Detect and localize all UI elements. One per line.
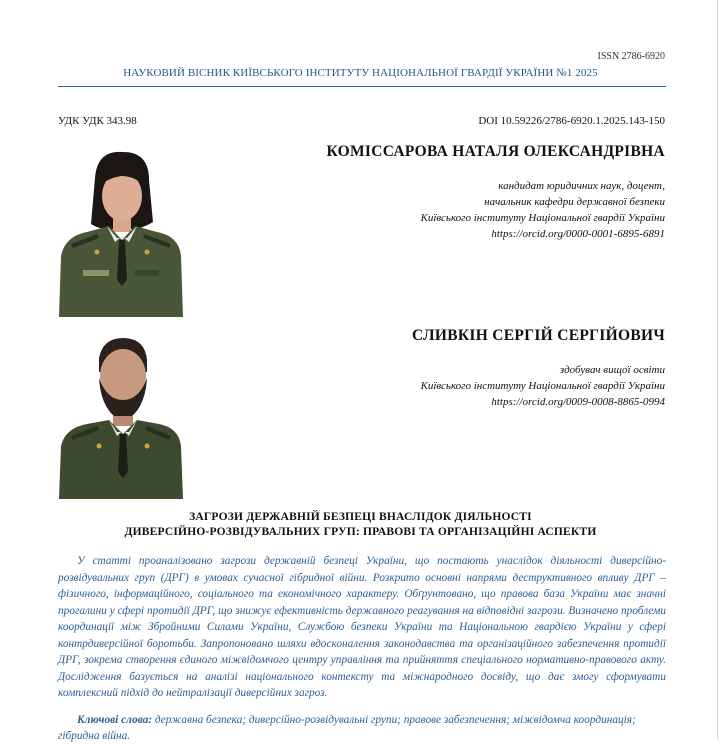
author-photo-1 bbox=[57, 140, 185, 317]
author-1-degree: кандидат юридичних наук, доцент, bbox=[498, 180, 665, 192]
doi: DOI 10.59226/2786-6920.1.2025.143-150 bbox=[478, 115, 665, 127]
article-title bbox=[0, 510, 721, 540]
author-2-orcid-link[interactable]: https://orcid.org/0009-0008-8865-0994 bbox=[491, 396, 665, 408]
author-2-status: здобувач вищої освіти bbox=[559, 364, 665, 376]
keywords-text: державна безпека; диверсійно-розвідувальні групи; правове забезпечення; міжвідомча координація; гібридна війна. bbox=[58, 714, 636, 742]
keywords bbox=[58, 712, 666, 744]
article-title-line-1: ЗАГРОЗИ ДЕРЖАВНІЙ БЕЗПЕЦІ ВНАСЛІДОК ДІЯЛЬНОСТІ bbox=[189, 511, 532, 523]
author-1-institution: Київського інституту Національної гвардії України bbox=[420, 212, 665, 224]
udk-code: УДК УДК 343.98 bbox=[58, 115, 137, 127]
page-edge bbox=[717, 0, 718, 740]
author-photo-2 bbox=[57, 328, 185, 499]
author-1-affiliation bbox=[421, 178, 665, 242]
article-title-line-2: ДИВЕРСІЙНО-РОЗВІДУВАЛЬНИХ ГРУП: ПРАВОВІ ТА ОРГАНІЗАЦІЙНІ АСПЕКТИ bbox=[124, 526, 597, 538]
author-2-institution: Київського інституту Національної гвардії України bbox=[420, 380, 665, 392]
abstract bbox=[58, 553, 666, 702]
author-1-name: КОМІССАРОВА НАТАЛЯ ОЛЕКСАНДРІВНА bbox=[326, 143, 665, 160]
abstract-text: У статті проаналізовано загрози державній безпеці України, що постають унаслідок діяльності диверсійно-розвідувальних груп (ДРГ) в умовах сучасної гібридної війни. Розкрито основні напрями деструктивного впливу ДРГ – фізичного, інформаційного, соціального та економічного характеру. Обґрунтовано, що правова база України має значні прогалини у сфері протидії ДРГ, що знижує ефективність державного реагування на відповідні загрози. Визначено проблеми координації між Збройними Силами України, Службою безпеки України та Національною гвардією України у сфері контрдиверсійної боротьби. Запропоновано шляхи вдосконалення законодавства та організаційного забезпечення протидії ДРГ, зокрема створення єдиного міжвідомчого центру управління та прийняття спеціального нормативно-правового акту. Дослідження базується на аналізі національного контексту та міжнародного досвіду, що дає змогу сформувати комплексний підхід до нейтралізації диверсійних загроз. bbox=[58, 555, 666, 699]
author-2-name: СЛИВКІН СЕРГІЙ СЕРГІЙОВИЧ bbox=[411, 327, 665, 344]
author-1-orcid-link[interactable]: https://orcid.org/0000-0001-6895-6891 bbox=[491, 228, 665, 240]
issn: ISSN 2786-6920 bbox=[597, 51, 665, 62]
author-2-affiliation bbox=[421, 362, 665, 410]
header-rule bbox=[58, 86, 666, 87]
journal-title: НАУКОВИЙ ВІСНИК КИЇВСЬКОГО ІНСТИТУТУ НАЦІОНАЛЬНОЇ ГВАРДІЇ УКРАЇНИ №1 2025 bbox=[123, 67, 598, 79]
keywords-label: Ключові слова: bbox=[77, 714, 152, 726]
author-1-position: начальник кафедри державної безпеки bbox=[484, 196, 665, 208]
